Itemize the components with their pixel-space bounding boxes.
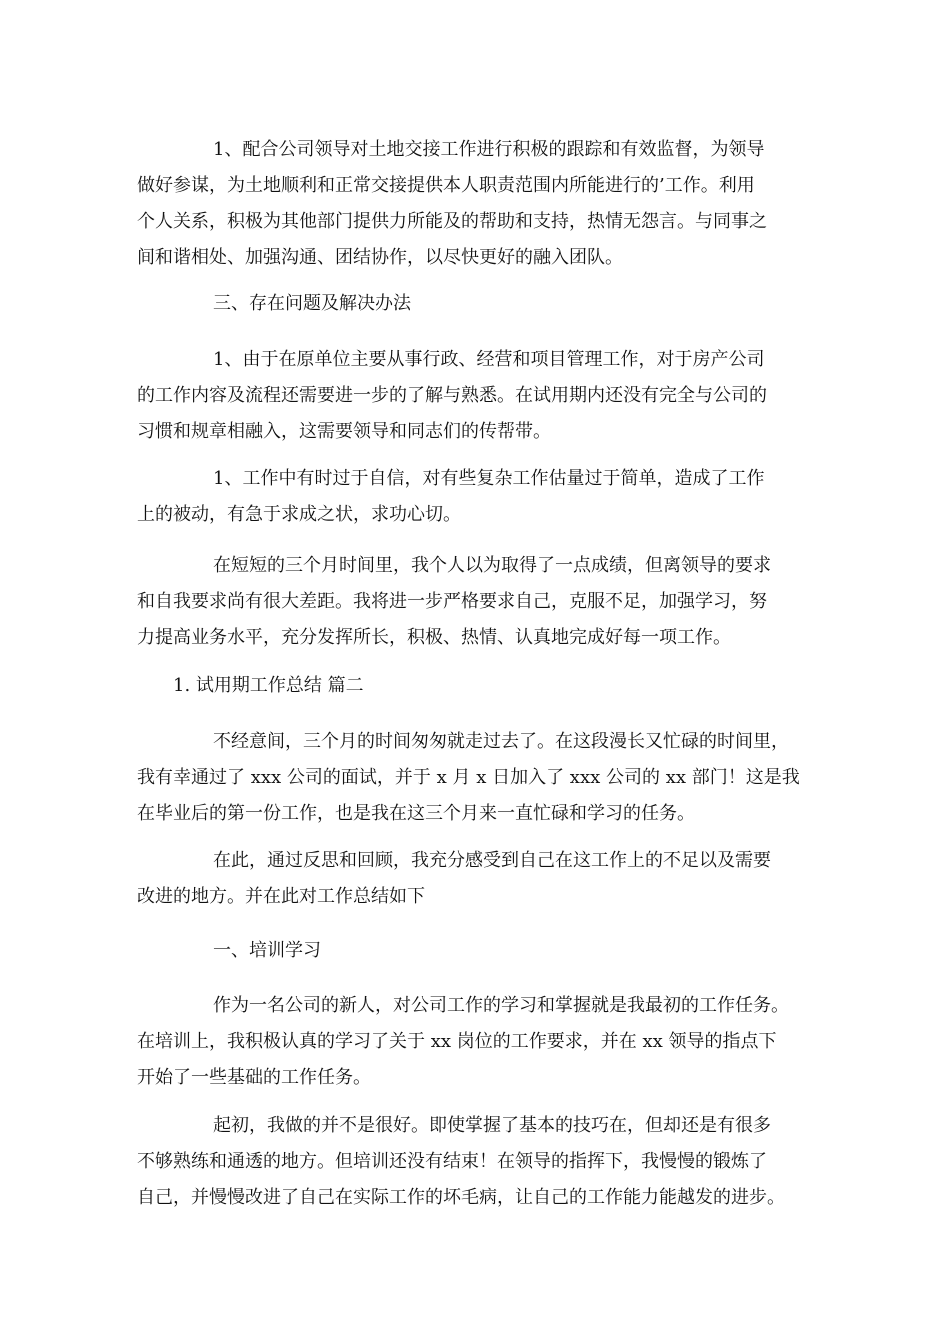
text-line: 力提高业务水平，充分发挥所长，积极、热情、认真地完成好每一项工作。 [137, 627, 731, 648]
text-line: 我有幸通过了 xxx 公司的面试，并于 x 月 x 日加入了 xxx 公司的 xx 部门！这是我 [137, 767, 800, 788]
text-line: 做好参谋，为土地顺利和正常交接提供本人职责范围内所能进行的’工作。利用 [137, 175, 755, 196]
text-line: 在短短的三个月时间里，我个人以为取得了一点成绩，但离领导的要求 [213, 555, 771, 576]
paragraph-training-2 [137, 1108, 827, 1216]
text-line: 1、工作中有时过于自信，对有些复杂工作估量过于简单，造成了工作 [213, 468, 765, 489]
text-line: 的工作内容及流程还需要进一步的了解与熟悉。在试用期内还没有完全与公司的 [137, 385, 767, 406]
section-heading-part-two [137, 668, 827, 704]
text-line: 自己，并慢慢改进了自己在实际工作的坏毛病，让自己的工作能力能越发的进步。 [137, 1187, 785, 1208]
heading-text: 三、存在问题及解决办法 [213, 293, 411, 314]
text-line: 1、配合公司领导对土地交接工作进行积极的跟踪和有效监督，为领导 [213, 139, 765, 160]
heading-text: 1. 试用期工作总结 篇二 [173, 675, 364, 696]
text-line: 上的被动，有急于求成之状，求功心切。 [137, 504, 461, 525]
text-line: 起初，我做的并不是很好。即使掌握了基本的技巧在，但却还是有很多 [213, 1115, 771, 1136]
paragraph-land-handover [137, 132, 827, 276]
text-line: 作为一名公司的新人，对公司工作的学习和掌握就是我最初的工作任务。 [213, 995, 789, 1016]
paragraph-conclusion [137, 548, 827, 656]
text-line: 个人关系，积极为其他部门提供力所能及的帮助和支持，热情无怨言。与同事之 [137, 211, 767, 232]
paragraph-intro [137, 724, 827, 832]
paragraph-reflection [137, 843, 827, 915]
text-line: 在此，通过反思和回顾，我充分感受到自己在这工作上的不足以及需要 [213, 850, 771, 871]
heading-text: 一、培训学习 [213, 940, 321, 961]
text-line: 间和谐相处、加强沟通、团结协作，以尽快更好的融入团队。 [137, 247, 623, 268]
section-heading-training [137, 933, 827, 969]
text-line: 开始了一些基础的工作任务。 [137, 1067, 371, 1088]
text-line: 改进的地方。并在此对工作总结如下 [137, 886, 425, 907]
text-line: 在毕业后的第一份工作，也是我在这三个月来一直忙碌和学习的任务。 [137, 803, 695, 824]
text-line: 在培训上，我积极认真的学习了关于 xx 岗位的工作要求，并在 xx 领导的指点下 [137, 1031, 777, 1052]
paragraph-problem-1 [137, 342, 827, 450]
section-heading-problems [137, 286, 827, 322]
text-line: 1、由于在原单位主要从事行政、经营和项目管理工作，对于房产公司 [213, 349, 765, 370]
text-line: 不经意间，三个月的时间匆匆就走过去了。在这段漫长又忙碌的时间里， [213, 731, 789, 752]
paragraph-training-1 [137, 988, 827, 1096]
text-line: 习惯和规章相融入，这需要领导和同志们的传帮带。 [137, 421, 551, 442]
text-line: 不够熟练和通透的地方。但培训还没有结束！在领导的指挥下，我慢慢的锻炼了 [137, 1151, 767, 1172]
paragraph-problem-2 [137, 461, 827, 533]
text-line: 和自我要求尚有很大差距。我将进一步严格要求自己，克服不足，加强学习，努 [137, 591, 767, 612]
